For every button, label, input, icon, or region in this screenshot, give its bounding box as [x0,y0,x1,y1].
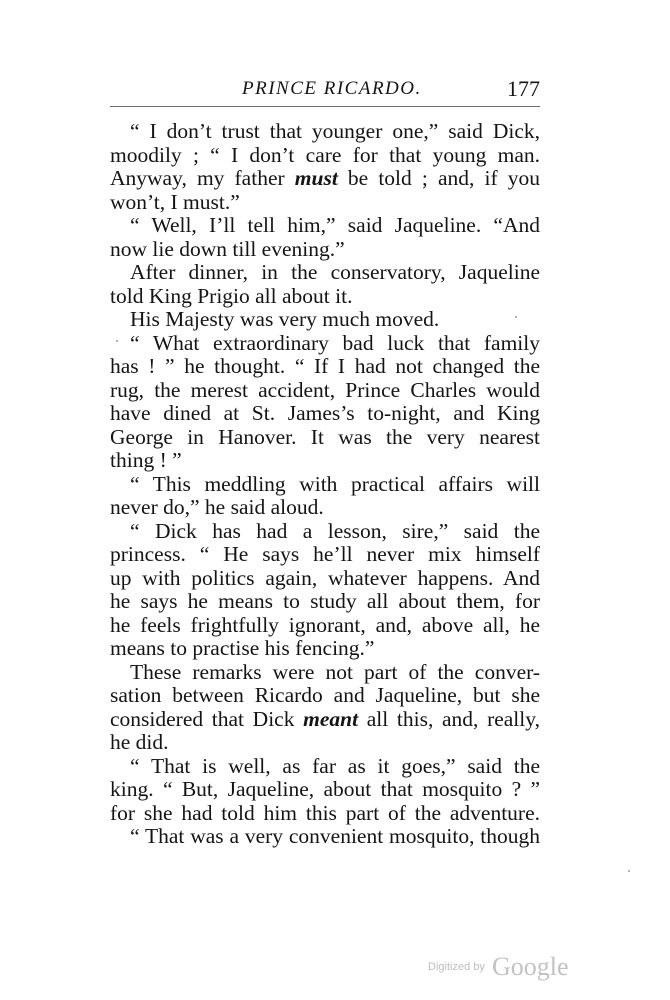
print-speck [116,340,118,342]
text-line: After dinner, in the conservatory, Jaqueline [130,260,540,284]
text-line: His Majesty was very much moved. [130,307,440,331]
text-line: won’t, I must.” [110,189,240,214]
running-title: PRINCE RICARDO. [242,78,422,99]
text-line: George in Hanover. It was the very nearest [110,424,540,449]
text-fragment: be told ; and, if you [337,166,540,190]
text-line: means to practise his fencing.” [110,636,375,660]
text-line: “ Dick has had a lesson, sire,” said the [130,518,540,543]
text-line: “ I don’t trust that younger one,” said Dick, [130,119,540,143]
running-head [110,78,540,106]
print-speck [515,316,517,318]
text-line: These remarks were not part of the conver- [130,659,540,684]
text-line: told King Prigio all about it. [110,283,353,308]
text-line: rug, the merest accident, Prince Charles would [110,377,540,402]
text-fragment: Anyway, my father [110,166,295,190]
header-rule [110,106,540,107]
text-line: “ That is well, as far as it goes,” said the [130,753,540,778]
text-line: he did. [110,730,169,754]
text-line: princess. “ He says he’ll never mix himself [110,542,540,566]
text-line: “ That was a very convenient mosquito, though [130,824,540,848]
text-line: have dined at St. James’s to-night, and King [110,401,540,425]
text-line: “ This meddling with practical affairs will [130,471,540,496]
google-logo: Google [491,952,569,981]
text-fragment: all this, and, really, [358,706,540,731]
text-line: “ Well, I’ll tell him,” said Jaqueline. “And [130,213,540,237]
emphasized-word: must [294,166,338,190]
text-line: has ! ” he thought. “ If I had not changed the [110,354,540,378]
body-text [110,120,540,849]
emphasized-word: meant [303,706,359,731]
text-line: now lie down till evening.” [110,236,345,261]
print-speck [628,870,630,872]
text-line: “ What extraordinary bad luck that family [130,330,540,355]
text-line: for she had told him this part of the adventure. [110,800,540,825]
text-line [110,708,540,732]
text-line: he feels frightfully ignorant, and, above all, he [110,612,540,637]
text-line: moodily ; “ I don’t care for that young man. [110,142,540,167]
text-line: thing ! ” [110,448,182,472]
text-line: king. “ But, Jaqueline, about that mosquito ? ” [110,777,540,801]
digitization-watermark [428,952,569,982]
text-line: sation between Ricardo and Jaqueline, but she [110,683,540,707]
watermark-prefix: Digitized by [428,961,485,973]
text-line [110,167,540,191]
text-line: up with politics again, whatever happens. And [110,565,540,590]
page-number: 177 [507,76,540,101]
text-line: never do,” he said aloud. [110,495,324,519]
text-line: he says he means to study all about them, for [110,589,540,613]
text-fragment: considered that Dick [110,706,304,731]
